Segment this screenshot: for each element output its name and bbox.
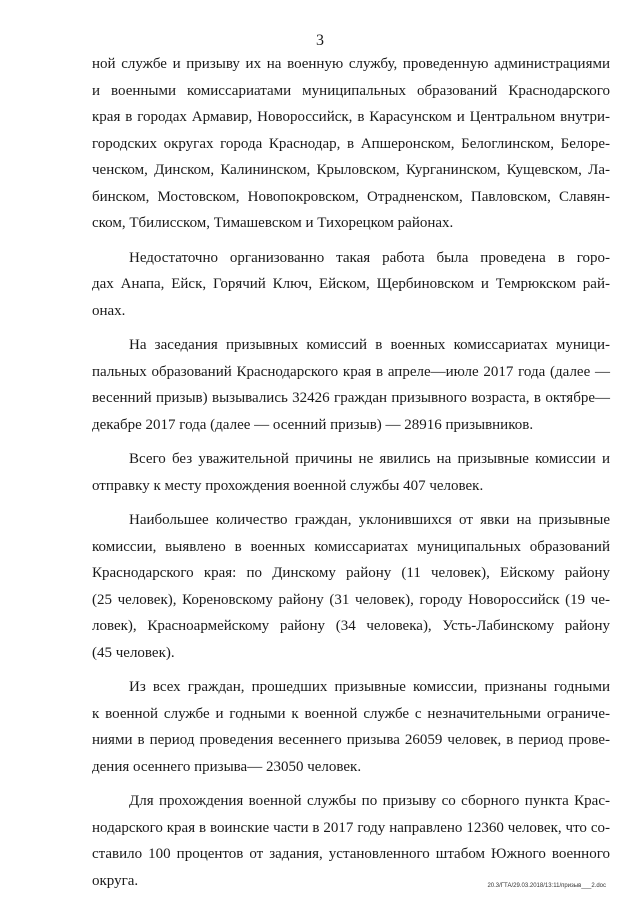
document-body <box>92 51 610 894</box>
text-line: весенний призыв) вызывались 32426 граждан призывного возраста, в октябре— <box>92 390 610 406</box>
text-line: ченском, Динском, Калининском, Крыловском, Курганинском, Кущевском, Ла- <box>92 162 610 178</box>
text-line: ставило 100 процентов от задания, установленного штабом Южного военного <box>92 846 610 862</box>
text-line: городских округах города Краснодар, в Апшеронском, Белоглинском, Белоре- <box>92 135 610 152</box>
paragraph <box>92 332 610 438</box>
paragraph <box>92 507 610 666</box>
paragraph <box>92 674 610 780</box>
text-line: На заседания призывных комиссий в военных комиссариатах муници- <box>129 337 610 353</box>
text-line: Всего без уважительной причины не явились на призывные комиссии и <box>129 451 610 467</box>
text-line: дах Анапа, Ейск, Горячий Ключ, Ейском, Щербиновском и Темрюкском рай- <box>92 276 610 292</box>
paragraph <box>92 51 610 237</box>
text-line: дения осеннего призыва— 23050 человек. <box>92 758 362 775</box>
text-line: бинском, Мостовском, Новопокровском, Отрадненском, Павловском, Славян- <box>92 188 610 205</box>
text-line: Краснодарского края: по Динскому району (11 человек), Ейскому району <box>92 565 610 581</box>
text-line: пальных образований Краснодарского края в апреле—июле 2017 года (далее — <box>92 363 610 380</box>
text-line: и военными комиссариатами муниципальных образований Краснодарского <box>92 82 610 99</box>
text-line: онах. <box>92 302 126 319</box>
text-line: Для прохождения военной службы по призыву со сборного пункта Крас- <box>129 793 610 809</box>
text-line: (25 человек), Кореновскому району (31 человек), городу Новороссийск (19 че- <box>92 591 610 608</box>
text-line: ловек), Красноармейскому району (34 человека), Усть-Лабинскому району <box>92 618 610 634</box>
text-line: Из всех граждан, прошедших призывные комиссии, признаны годными <box>129 679 610 695</box>
text-line: края в городах Армавир, Новороссийск, в Карасунском и Центральном внутри- <box>92 109 610 125</box>
page-number: 3 <box>316 32 324 49</box>
paragraph <box>92 245 610 325</box>
text-line: нодарского края в воинские части в 2017 году направлено 12360 человек, что со- <box>92 819 610 836</box>
text-line: Недостаточно организованно такая работа была проведена в горо- <box>129 249 610 266</box>
text-line: комиссии, выявлено в военных комиссариатах муниципальных образований <box>92 538 610 555</box>
text-line: декабре 2017 года (далее — осенний призыв) — 28916 призывников. <box>92 416 534 433</box>
text-line: к военной службе и годными к военной службе с незначительными ограниче- <box>92 705 610 722</box>
text-line: округа. <box>92 872 139 889</box>
text-line: отправку к месту прохождения военной службы 407 человек. <box>92 477 484 494</box>
paragraph <box>92 446 610 499</box>
text-line: Наибольшее количество граждан, уклонившихся от явки на призывные <box>129 512 610 528</box>
text-line: ниями в период проведения весеннего призыва 26059 человек, в период прове- <box>92 732 610 748</box>
text-line: ной службе и призыву их на военную службу, проведенную администрациями <box>92 56 610 72</box>
text-line: (45 человек). <box>92 644 175 661</box>
paragraph <box>92 788 610 894</box>
footer-file-reference: 20.3/ГТА/29.03.2018/13:11/призыв___2.doc <box>487 883 606 889</box>
text-line: ском, Тбилисском, Тимашевском и Тихорецком районах. <box>92 215 454 231</box>
